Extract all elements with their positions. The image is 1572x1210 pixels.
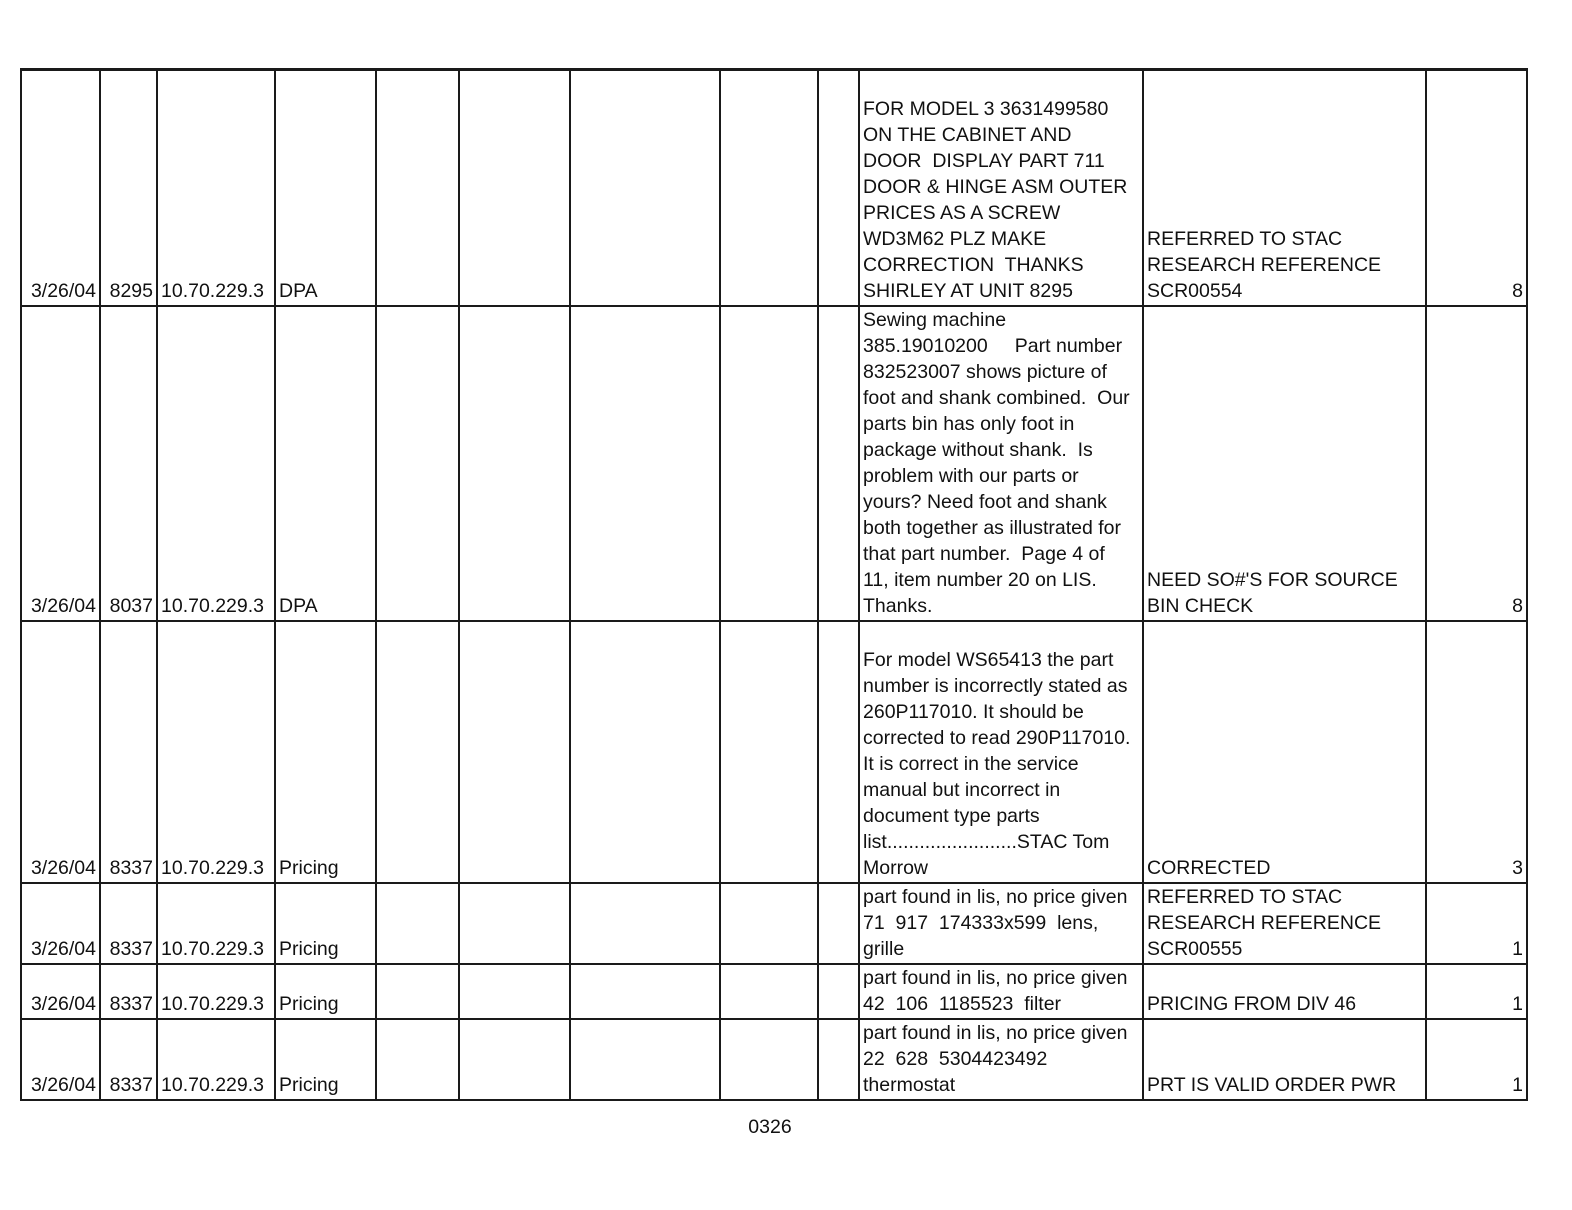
ip-cell: 10.70.229.3 xyxy=(157,621,275,883)
category-cell: Pricing xyxy=(275,883,376,964)
empty-cell xyxy=(818,621,859,883)
table-row xyxy=(21,621,1527,883)
table-row xyxy=(21,1019,1527,1100)
count-cell: 8 xyxy=(1426,70,1527,306)
empty-cell xyxy=(376,621,459,883)
empty-cell xyxy=(459,883,570,964)
empty-cell xyxy=(570,306,720,621)
empty-cell xyxy=(459,306,570,621)
empty-cell xyxy=(720,883,818,964)
unit-cell: 8337 xyxy=(100,621,157,883)
empty-cell xyxy=(720,306,818,621)
empty-cell xyxy=(818,306,859,621)
description-cell: part found in lis, no price given 22 628 5304423492 thermostat xyxy=(859,1019,1143,1100)
ip-cell: 10.70.229.3 xyxy=(157,964,275,1019)
empty-cell xyxy=(818,883,859,964)
date-cell: 3/26/04 xyxy=(21,883,100,964)
unit-cell: 8295 xyxy=(100,70,157,306)
empty-cell xyxy=(570,883,720,964)
category-cell: DPA xyxy=(275,306,376,621)
empty-cell xyxy=(818,70,859,306)
unit-cell: 8337 xyxy=(100,1019,157,1100)
table-row xyxy=(21,306,1527,621)
resolution-cell: PRT IS VALID ORDER PWR xyxy=(1143,1019,1426,1100)
category-cell: DPA xyxy=(275,70,376,306)
log-table xyxy=(20,68,1528,1101)
count-cell: 1 xyxy=(1426,883,1527,964)
empty-cell xyxy=(376,1019,459,1100)
empty-cell xyxy=(459,70,570,306)
category-cell: Pricing xyxy=(275,1019,376,1100)
date-cell: 3/26/04 xyxy=(21,621,100,883)
date-cell: 3/26/04 xyxy=(21,70,100,306)
empty-cell xyxy=(818,964,859,1019)
empty-cell xyxy=(570,621,720,883)
category-cell: Pricing xyxy=(275,964,376,1019)
count-cell: 3 xyxy=(1426,621,1527,883)
empty-cell xyxy=(720,964,818,1019)
count-cell: 8 xyxy=(1426,306,1527,621)
table-row xyxy=(21,964,1527,1019)
empty-cell xyxy=(818,1019,859,1100)
count-cell: 1 xyxy=(1426,964,1527,1019)
date-cell: 3/26/04 xyxy=(21,964,100,1019)
table-row xyxy=(21,883,1527,964)
unit-cell: 8337 xyxy=(100,883,157,964)
resolution-cell: NEED SO#'S FOR SOURCE BIN CHECK xyxy=(1143,306,1426,621)
description-cell: part found in lis, no price given 42 106 1185523 filter xyxy=(859,964,1143,1019)
empty-cell xyxy=(720,1019,818,1100)
unit-cell: 8337 xyxy=(100,964,157,1019)
empty-cell xyxy=(459,621,570,883)
empty-cell xyxy=(459,1019,570,1100)
ip-cell: 10.70.229.3 xyxy=(157,1019,275,1100)
table-row xyxy=(21,70,1527,306)
description-cell: For model WS65413 the part number is incorrectly stated as 260P117010. It should be corrected to read 290P117010. It is correct in the service manual but incorrect in document type parts list........................STAC Tom Morrow xyxy=(859,621,1143,883)
description-cell: Sewing machine 385.19010200 Part number 832523007 shows picture of foot and shank combined. Our parts bin has only foot in package without shank. Is problem with our parts or yours? Need foot and shank both together as illustrated for that part number. Page 4 of 11, item number 20 on LIS. Thanks. xyxy=(859,306,1143,621)
ip-cell: 10.70.229.3 xyxy=(157,883,275,964)
empty-cell xyxy=(570,70,720,306)
empty-cell xyxy=(570,1019,720,1100)
category-cell: Pricing xyxy=(275,621,376,883)
count-cell: 1 xyxy=(1426,1019,1527,1100)
resolution-cell: REFERRED TO STAC RESEARCH REFERENCE SCR00555 xyxy=(1143,883,1426,964)
description-cell: part found in lis, no price given 71 917 174333x599 lens, grille xyxy=(859,883,1143,964)
ip-cell: 10.70.229.3 xyxy=(157,306,275,621)
ip-cell: 10.70.229.3 xyxy=(157,70,275,306)
empty-cell xyxy=(720,621,818,883)
empty-cell xyxy=(376,70,459,306)
empty-cell xyxy=(376,883,459,964)
empty-cell xyxy=(376,964,459,1019)
unit-cell: 8037 xyxy=(100,306,157,621)
resolution-cell: PRICING FROM DIV 46 xyxy=(1143,964,1426,1019)
description-cell: FOR MODEL 3 3631499580 ON THE CABINET AND DOOR DISPLAY PART 711 DOOR & HINGE ASM OUTER PRICES AS A SCREW WD3M62 PLZ MAKE CORRECTION THANKS SHIRLEY AT UNIT 8295 xyxy=(859,70,1143,306)
empty-cell xyxy=(376,306,459,621)
date-cell: 3/26/04 xyxy=(21,1019,100,1100)
empty-cell xyxy=(570,964,720,1019)
page-number: 0326 xyxy=(748,1116,792,1138)
date-cell: 3/26/04 xyxy=(21,306,100,621)
empty-cell xyxy=(720,70,818,306)
resolution-cell: REFERRED TO STAC RESEARCH REFERENCE SCR00554 xyxy=(1143,70,1426,306)
empty-cell xyxy=(459,964,570,1019)
resolution-cell: CORRECTED xyxy=(1143,621,1426,883)
